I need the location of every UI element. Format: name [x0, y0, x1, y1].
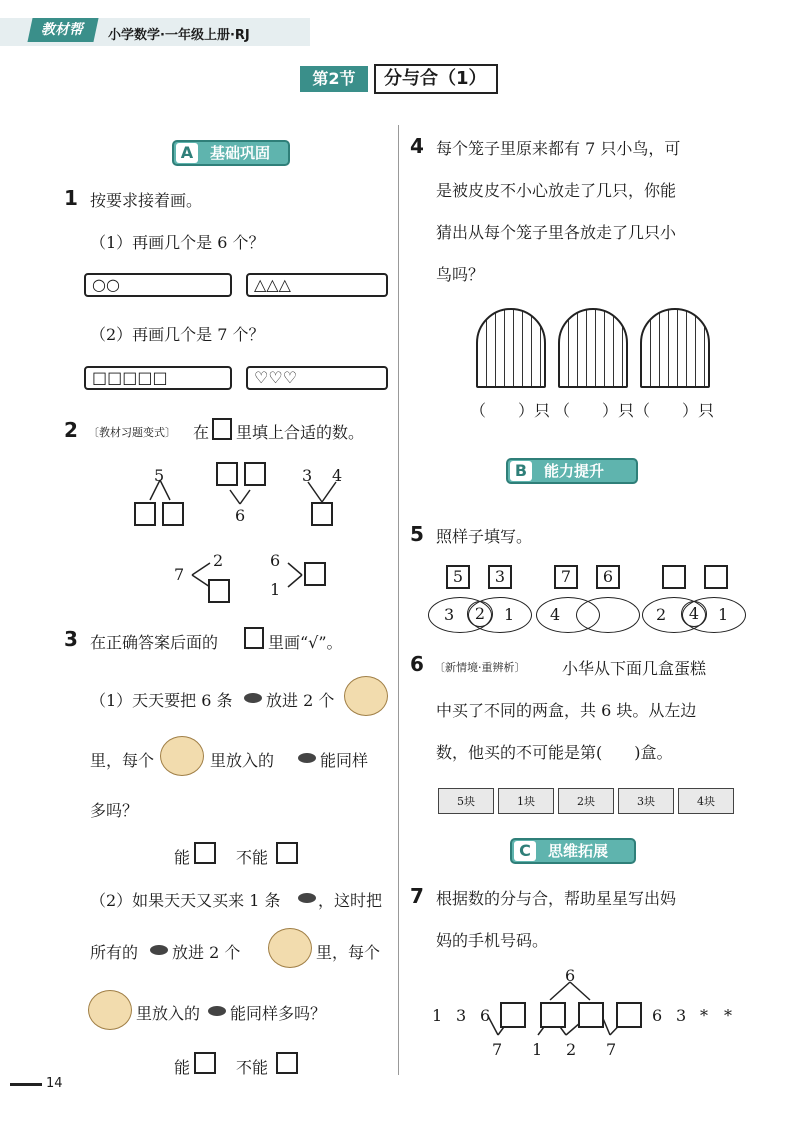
q1-number: 1: [64, 186, 78, 210]
q3-number: 3: [64, 627, 78, 651]
fishbowl-icon: [88, 990, 132, 1030]
q3-p2-f: 里放入的: [136, 1004, 201, 1023]
section-c-header: [510, 838, 636, 864]
q2-tag: 〔教材习题变式〕: [88, 426, 176, 439]
q5-g3-right: 1: [718, 605, 729, 624]
column-divider: [398, 125, 399, 1075]
q2-num-3: 3: [302, 466, 313, 485]
cake-box: 2块: [558, 788, 614, 814]
fishbowl-icon: [268, 928, 312, 968]
q3-p1-d: 里放入的: [210, 751, 275, 770]
q5-number: 5: [410, 522, 424, 546]
q1-part2: （2）再画几个是 7 个？: [90, 325, 265, 344]
birdcage-icon: [476, 308, 546, 388]
q7-seq-b3: *: [724, 1006, 732, 1025]
q5-g1-mid: 2: [467, 601, 493, 627]
q7-answer-box[interactable]: [540, 1002, 566, 1028]
birdcage-icon: [640, 308, 710, 388]
q3-p2-a: （2）如果天天又买来 1 条: [90, 891, 281, 910]
q1-p1-left-frame[interactable]: ○○: [84, 273, 232, 297]
q4-line2: 是被皮皮不小心放走了几只，你能: [436, 181, 677, 200]
q7-seq-b1: 3: [676, 1006, 687, 1025]
section-title: 分与合（1）: [374, 64, 498, 94]
section-a-label: 基础巩固: [210, 144, 271, 162]
section-b-label: 能力提升: [544, 462, 605, 480]
brand-badge: 教材帮: [27, 18, 98, 42]
cake-box: 3块: [618, 788, 674, 814]
q3-p2-yes: 能: [174, 1058, 191, 1077]
q7-answer-box[interactable]: [578, 1002, 604, 1028]
q5-g2-left: 4: [550, 605, 561, 624]
q2-num-2: 2: [213, 551, 224, 570]
q2-text-b: 里填上合适的数。: [236, 423, 365, 442]
q7-seq-a0: 1: [432, 1006, 443, 1025]
q7-answer-box[interactable]: [500, 1002, 526, 1028]
q6-line2: 中买了不同的两盒，共 6 块。从左边: [436, 701, 697, 720]
q2-answer-box[interactable]: [311, 502, 333, 526]
q7-seq-a2: 6: [480, 1006, 491, 1025]
q3-p1-f: 多吗？: [90, 801, 139, 820]
q1-part1: （1）再画几个是 6 个？: [90, 233, 265, 252]
q3-p2-g: 能同样多吗？: [230, 1004, 327, 1023]
q3-text-b: 里画“√”。: [268, 633, 343, 652]
q3-p1-c: 里，每个: [90, 751, 155, 770]
page-number: 14: [46, 1076, 63, 1091]
q6-line3: 数，他买的不可能是第( )盒。: [436, 743, 673, 762]
q7-bottom-1: 1: [532, 1040, 543, 1059]
q2-num-6: 6: [235, 506, 246, 525]
q2-num-4: 4: [332, 466, 343, 485]
q2-num-7: 7: [174, 565, 185, 584]
q5-g1-left: 3: [444, 605, 455, 624]
q3-p2-c: 所有的: [90, 943, 139, 962]
q1-p2-right-frame[interactable]: ♡♡♡: [246, 366, 388, 390]
q5-g1-right: 1: [504, 605, 515, 624]
q3-p2-d: 放进 2 个: [172, 943, 241, 962]
q3-text-a: 在正确答案后面的: [90, 633, 219, 652]
birdcage-icon: [558, 308, 628, 388]
cake-box: 4块: [678, 788, 734, 814]
q1-text: 按要求接着画。: [90, 191, 203, 210]
section-b-header: [506, 458, 638, 484]
q3-box-sample: [244, 627, 264, 649]
fish-icon: [298, 753, 316, 763]
q7-answer-box[interactable]: [616, 1002, 642, 1028]
q5-g3-answer-box[interactable]: [704, 565, 728, 589]
q6-number: 6: [410, 652, 424, 676]
q1-p1-right-frame[interactable]: △△△: [246, 273, 388, 297]
q2-box-sample: [212, 418, 232, 440]
q5-text: 照样子填写。: [436, 527, 533, 546]
q2-num-5: 5: [154, 466, 165, 485]
q5-g1-box: 3: [488, 565, 512, 589]
fishbowl-icon: [160, 736, 204, 776]
fish-icon: [150, 945, 168, 955]
q2-answer-box[interactable]: [216, 462, 238, 486]
q3-p2-e: 里，每个: [316, 943, 381, 962]
q3-p1-no-checkbox[interactable]: [276, 842, 298, 864]
q6-tag: 〔新情境·重辨析〕: [434, 661, 526, 674]
book-subtitle: 小学数学·一年级上册·RJ: [108, 28, 250, 43]
q7-bottom-3: 7: [606, 1040, 617, 1059]
q3-p2-no: 不能: [236, 1058, 269, 1077]
q2-text-a: 在: [193, 423, 210, 442]
cake-box: 1块: [498, 788, 554, 814]
section-tag: 第2节: [300, 66, 368, 92]
q5-g1-box: 5: [446, 565, 470, 589]
q2-answer-box[interactable]: [244, 462, 266, 486]
q7-seq-b0: 6: [652, 1006, 663, 1025]
q5-g2-box: 6: [596, 565, 620, 589]
section-c-label: 思维拓展: [548, 842, 609, 860]
q2-number: 2: [64, 418, 78, 442]
q2-answer-box[interactable]: [162, 502, 184, 526]
q2-answer-box[interactable]: [304, 562, 326, 586]
q7-top: 6: [565, 966, 576, 985]
section-b-letter: B: [510, 461, 532, 481]
q5-g3-answer-box[interactable]: [662, 565, 686, 589]
q4-answer-1[interactable]: （ ）只: [470, 401, 551, 420]
q4-number: 4: [410, 134, 424, 158]
q7-seq-b2: *: [700, 1006, 708, 1025]
q7-bottom-2: 2: [566, 1040, 577, 1059]
footer-rule: [10, 1083, 42, 1086]
q7-bottom-0: 7: [492, 1040, 503, 1059]
q2-answer-box[interactable]: [208, 579, 230, 603]
q3-p2-no-checkbox[interactable]: [276, 1052, 298, 1074]
q7-line2: 妈的手机号码。: [436, 931, 549, 950]
q3-p2-b: ，这时把: [318, 891, 383, 910]
q5-ellipse: [576, 597, 640, 633]
q2-answer-box[interactable]: [134, 502, 156, 526]
q6-line1: 小华从下面几盒蛋糕: [562, 659, 707, 678]
q1-p2-left-frame[interactable]: □□□□□: [84, 366, 232, 390]
q7-number: 7: [410, 884, 424, 908]
q5-g2-box: 7: [554, 565, 578, 589]
q3-p1-a: （1）天天要把 6 条: [90, 691, 233, 710]
q4-line1: 每个笼子里原来都有 7 只小鸟，可: [436, 139, 681, 158]
q4-answer-3[interactable]: （ ）只: [634, 401, 715, 420]
q3-p1-yes-checkbox[interactable]: [194, 842, 216, 864]
cake-box: 5块: [438, 788, 494, 814]
q5-g3-mid: 4: [681, 601, 707, 627]
section-c-letter: C: [514, 841, 536, 861]
q7-seq-a1: 3: [456, 1006, 467, 1025]
fish-icon: [298, 893, 316, 903]
q3-p1-b: 放进 2 个: [266, 691, 335, 710]
q4-line3: 猜出从每个笼子里各放走了几只小: [436, 223, 677, 242]
fish-icon: [244, 693, 262, 703]
fishbowl-icon: [344, 676, 388, 716]
q3-p1-no: 不能: [236, 848, 269, 867]
q3-p2-yes-checkbox[interactable]: [194, 1052, 216, 1074]
q3-p1-e: 能同样: [320, 751, 369, 770]
fish-icon: [208, 1006, 226, 1016]
q5-g3-left: 2: [656, 605, 667, 624]
q4-answer-2[interactable]: （ ）只: [554, 401, 635, 420]
q3-p1-yes: 能: [174, 848, 191, 867]
q4-line4: 鸟吗？: [436, 265, 485, 284]
section-a-letter: A: [176, 143, 198, 163]
q7-line1: 根据数的分与合，帮助星星写出妈: [436, 889, 677, 908]
q2-num-1: 1: [270, 580, 281, 599]
section-a-header: [172, 140, 290, 166]
q2-num-6b: 6: [270, 551, 281, 570]
